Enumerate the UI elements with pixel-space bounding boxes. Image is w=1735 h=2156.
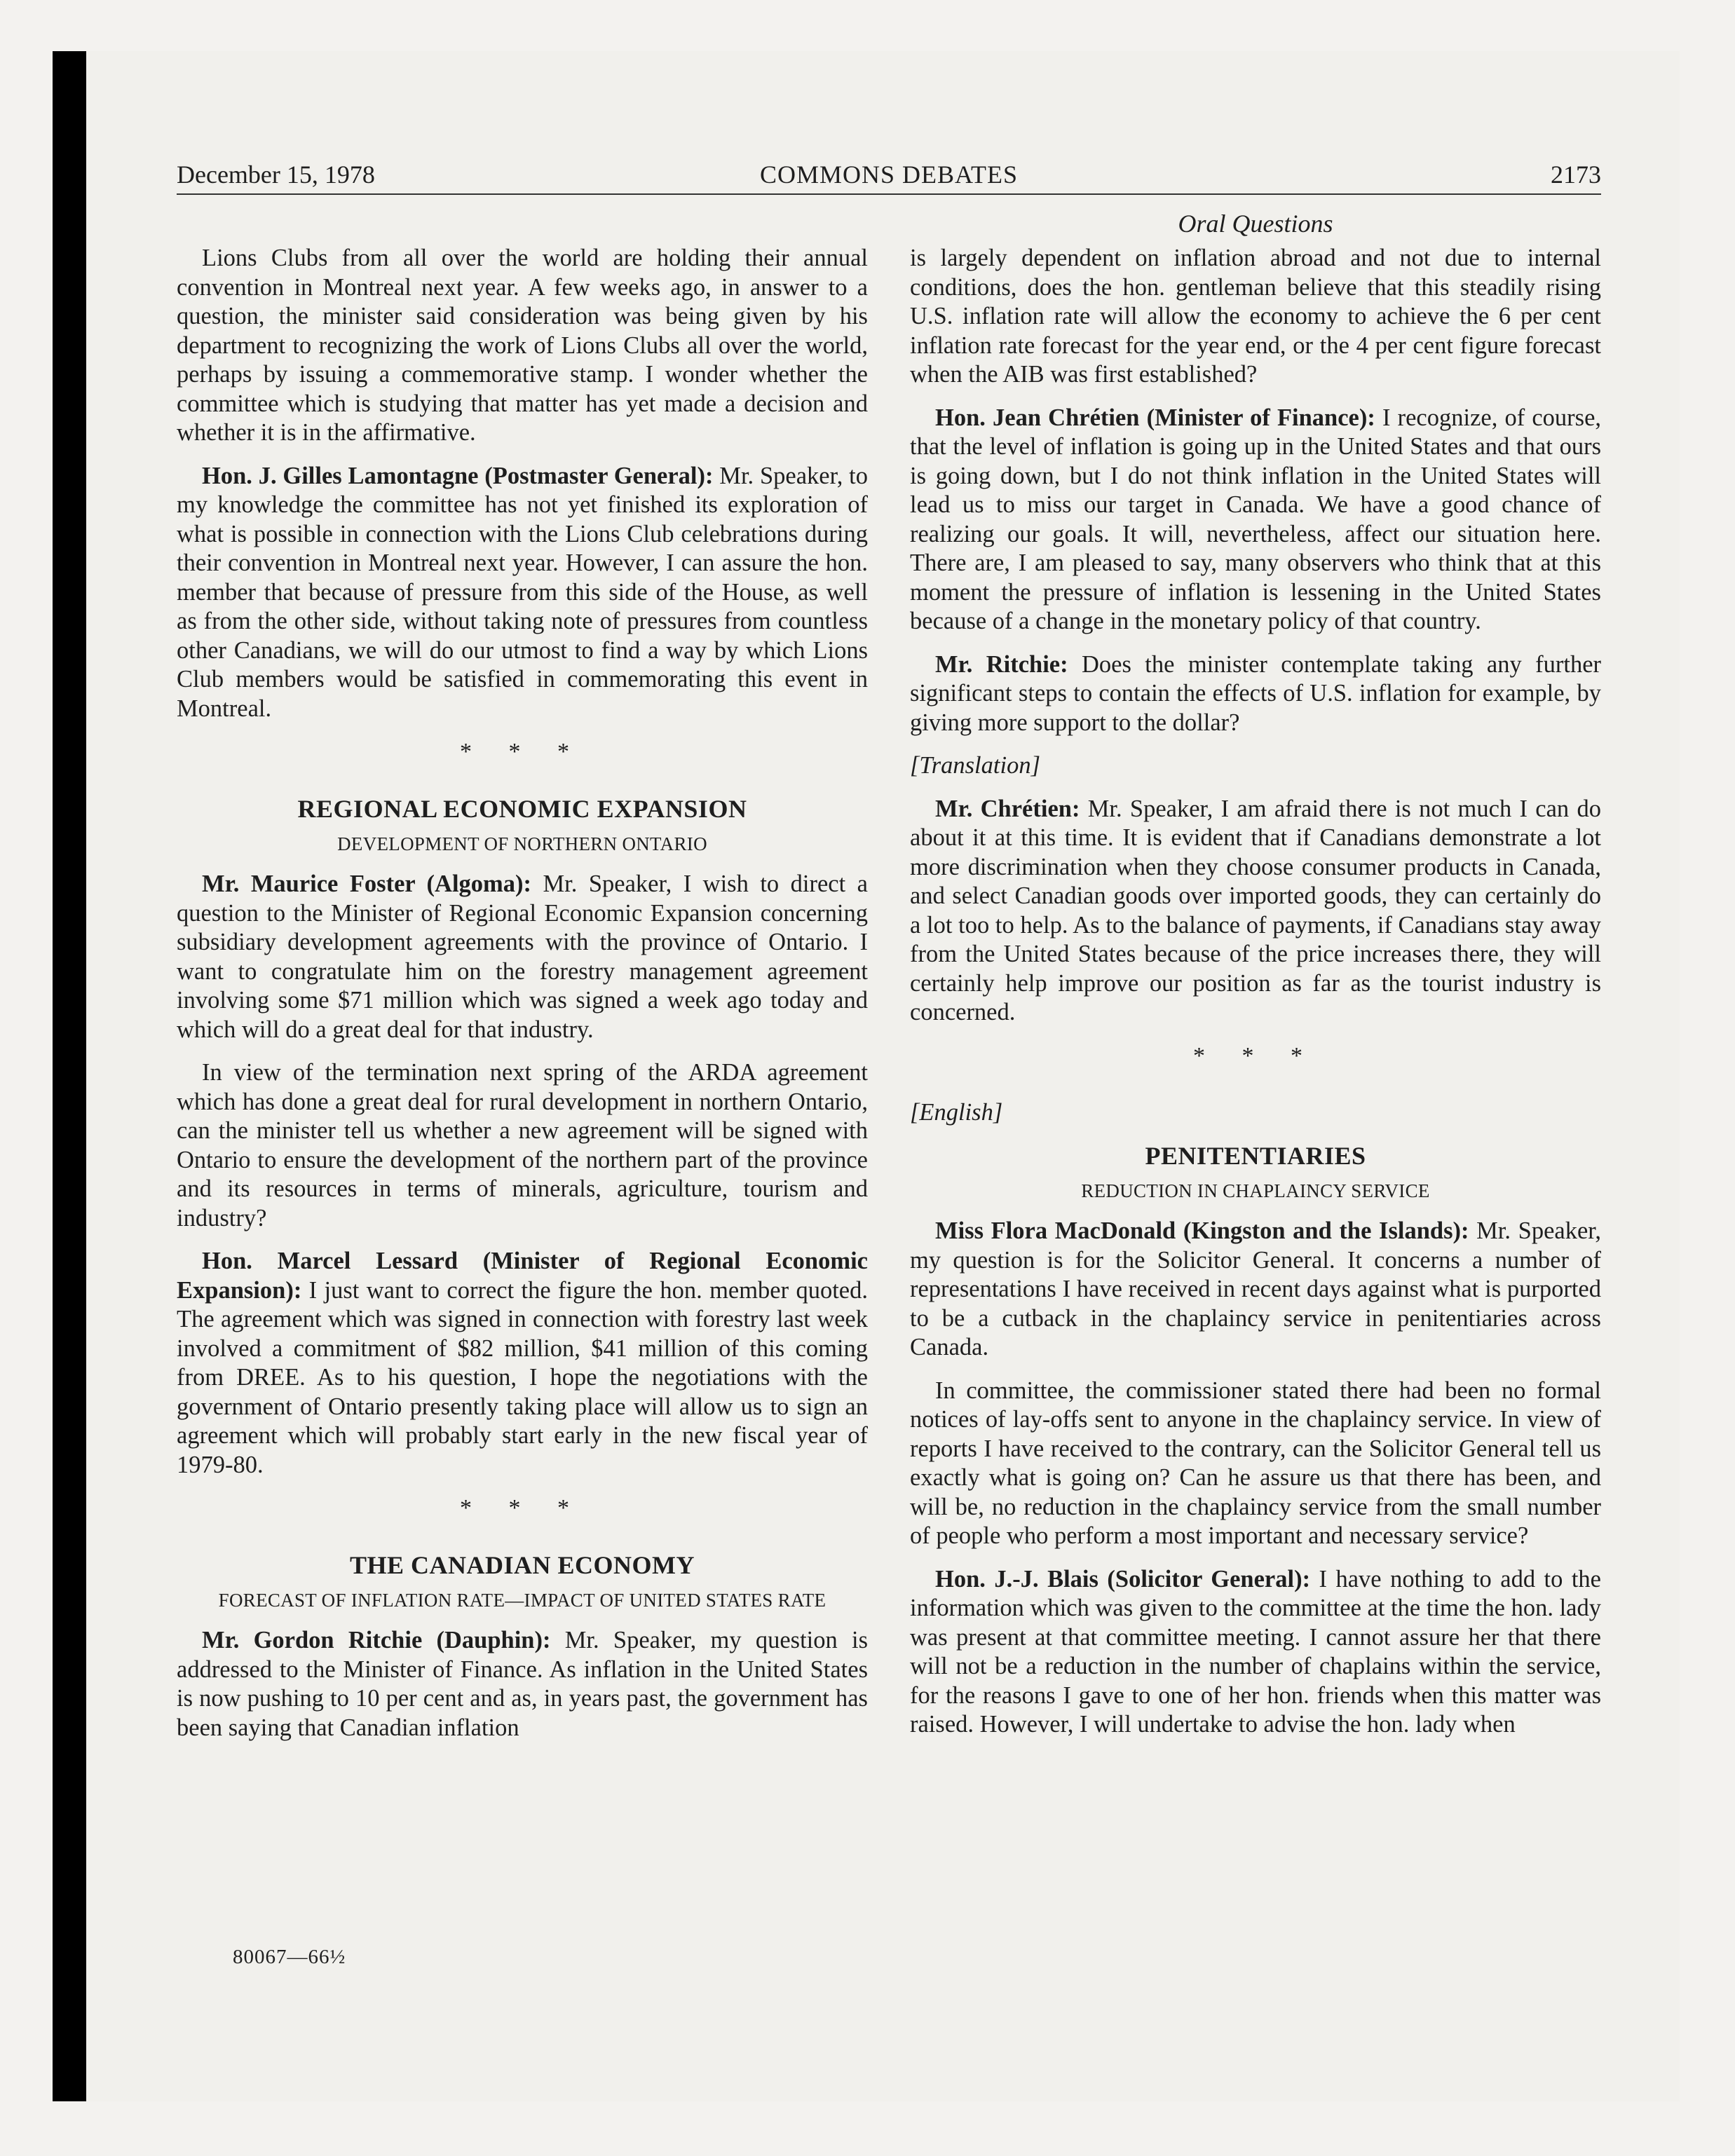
paragraph: In committee, the commissioner stated there had been no formal notices of lay-offs sent to anyone in the chaplaincy service. In view of reports I have received to the contrary, can the Solicitor General tell us exactly what is going on? Can he assure us that there has been, and will be, no reduction in the chaplaincy service from the small number of people who perform a most important and necessary service? [910,1377,1601,1549]
section-separator: * * * [460,1495,585,1521]
paragraph [177,1626,868,1742]
speaker-name: Miss Flora MacDonald (Kingston and the Islands): [935,1217,1469,1244]
speaker-name: Hon. Marcel Lessard (Minister of Regional Economic Expansion): [177,1248,868,1304]
header-page-number: 2173 [1551,161,1601,189]
paragraph: is largely dependent on inflation abroad and not due to internal conditions, does the hon. gentleman believe that this steadily rising U.S. inflation rate will allow the economy to achieve the 6 per cent inflation rate forecast for the year end, or the 4 per cent figure forecast when the AIB was first established? [910,245,1601,388]
paragraph: Lions Clubs from all over the world are holding their annual convention in Montreal next year. A few weeks ago, in answer to a question, the minister said consideration was being given by his department to recognizing the work of Lions Clubs all over the world, perhaps by issuing a commemorative stamp. I wonder whether the committee which is studying that matter has yet made a decision and whether it is in the affirmative. [177,245,868,446]
paragraph [910,404,1601,636]
speech-text: Does the minister contemplate taking any further significant steps to contain the effects of U.S. inflation for example, by giving more support to the dollar? [910,650,1601,736]
section-separator: * * * [1193,1042,1318,1069]
speaker-name: Mr. Ritchie: [935,650,1068,678]
header-date: December 15, 1978 [177,161,375,189]
subsection-heading: DEVELOPMENT OF NORTHERN ONTARIO [337,833,707,854]
header-rule [177,193,1601,195]
speaker-name: Mr. Maurice Foster (Algoma): [202,871,532,897]
language-marker: [English] [910,1099,1003,1126]
speech-text: Mr. Speaker, my question is addressed to the Minister of Finance. As inflation in the United States is now pushing to 10 per cent and as, in years past, the government has been saying that Canadian inflation [177,1627,869,1741]
section-heading: PENITENTIARIES [1145,1141,1366,1170]
subsection-heading: FORECAST OF INFLATION RATE—IMPACT OF UNITED STATES RATE [218,1590,826,1611]
paragraph [910,1217,1601,1363]
left-column [177,244,868,1756]
speaker-name: Mr. Chrétien: [935,795,1080,822]
section-separator: * * * [460,739,585,765]
section-running-subhead: Oral Questions [1178,210,1333,238]
language-marker: [Translation] [910,752,1040,779]
speech-text: Mr. Speaker, I wish to direct a question to the Minister of Regional Economic Expansion concerning subsidiary development agreements with the province of Ontario. I want to congratulate him on the forestry management agreement involving some $71 million which was signed a week ago today and which will do a great deal for that industry. [177,871,868,1043]
paragraph [177,1247,868,1480]
right-column [910,244,1601,1754]
subsection-heading: REDUCTION IN CHAPLAINCY SERVICE [1081,1180,1430,1201]
speech-text: I have nothing to add to the information which was given to the committee at the time the hon. lady was present at that committee meeting. I cannot assure her that there will not be a reduction in the number of chaplains within the service, for the reasons I gave to one of her hon. friends when this matter was raised. However, I will undertake to advise the hon. lady when [910,1565,1601,1738]
speech-text: I just want to correct the figure the hon. member quoted. The agreement which was signed in connection with forestry last week involved a commitment of $82 million, $41 million of this coming from DREE. As to his question, I hope the negotiations with the government of Ontario presently taking place will allow us to sign an agreement which will probably start early in the new fiscal year of 1979-80. [177,1276,868,1478]
paragraph [177,870,868,1044]
speaker-name: Hon. J.-J. Blais (Solicitor General): [935,1565,1311,1592]
header-title: COMMONS DEBATES [759,161,1019,189]
speech-text: Mr. Speaker, my question is for the Solicitor General. It concerns a number of representations I have received in recent days against what is purported to be a cutback in the chaplaincy service in penitentiaries across Canada. [910,1217,1601,1360]
speaker-name: Hon. Jean Chrétien (Minister of Finance): [935,404,1375,431]
speaker-name: Hon. J. Gilles Lamontagne (Postmaster General): [202,462,714,489]
section-heading: THE CANADIAN ECONOMY [349,1550,695,1579]
speech-text: Mr. Speaker, to my knowledge the committee has not yet finished its exploration of what is possible in connection with the Lions Club celebrations during their convention in Montreal next year. However, I can assure the hon. member that because of pressure from this side of the House, as well as from the other side, without taking note of pressures from countless other Canadians, we will do our utmost to find a way by which Lions Club members would be satisfied in commemorating this event in Montreal. [177,462,868,722]
scan-edge-shadow [53,51,86,2101]
paragraph [177,462,868,724]
section-heading: REGIONAL ECONOMIC EXPANSION [297,794,747,823]
speech-text: I recognize, of course, that the level of inflation is going up in the United States and that ours is going down, but I do not think inflation in the United States will lead us to miss our target in Canada. We have a good chance of realizing our goals. It will, nevertheless, affect our situation here. There are, I am pleased to say, many observers who think that at this moment the pressure of inflation is lessening in the United States because of a change in the monetary policy of that country. [910,404,1602,634]
speech-text: Mr. Speaker, I am afraid there is not much I can do about it at this time. It is evident that if Canadians demonstrate a lot more discrimination when they choose consumer products in Canada, and select Canadian goods over imported goods, they can certainly do a lot too to help. As to the balance of payments, if Canadians stay away from the United States because of the price increases there, they will certainly help improve our position as far as the tourist industry is concerned. [910,795,1601,1025]
paragraph: In view of the termination next spring of the ARDA agreement which has done a great deal for rural development in northern Ontario, can the minister tell us whether a new agreement will be signed with Ontario to ensure the development of the northern part of the province and its resources in terms of minerals, agriculture, tourism and industry? [177,1059,868,1231]
speaker-name: Mr. Gordon Ritchie (Dauphin): [202,1627,551,1653]
paragraph [910,795,1601,1028]
running-header [177,160,1601,193]
paragraph [910,1565,1601,1740]
paragraph [910,650,1601,738]
printer-code: 80067—66½ [233,1946,346,1968]
